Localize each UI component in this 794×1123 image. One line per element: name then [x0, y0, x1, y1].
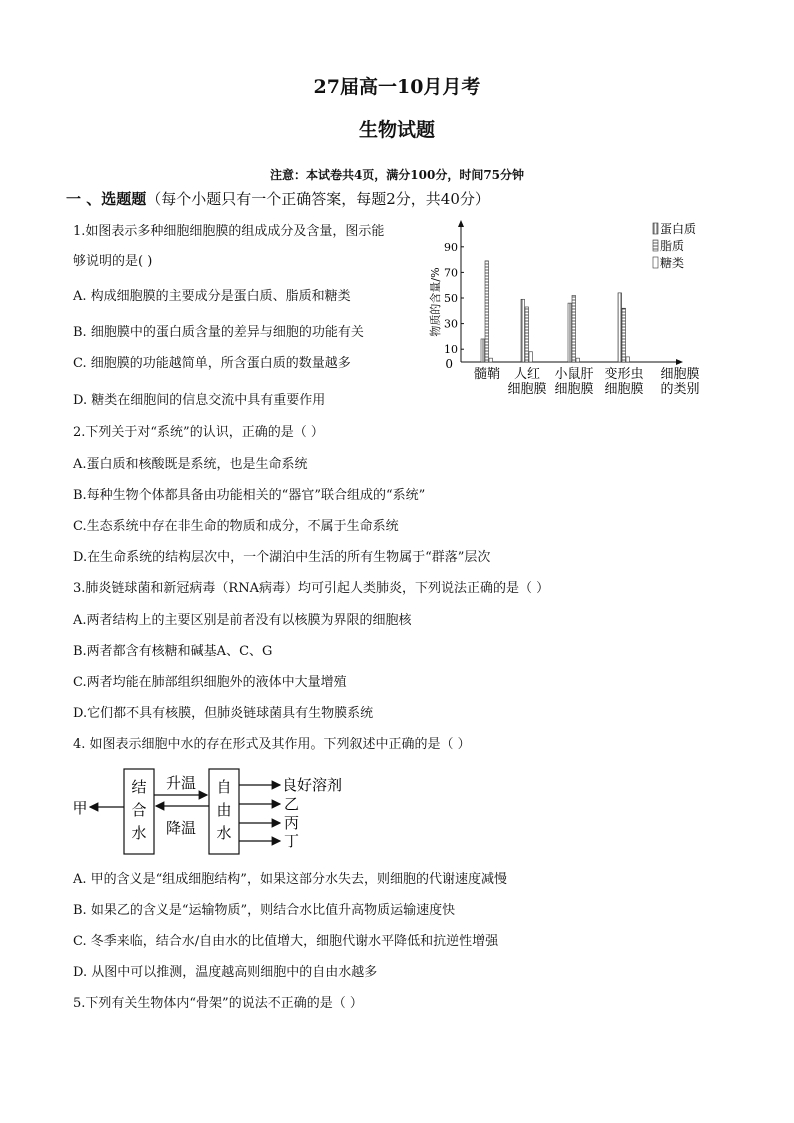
- x-tick-label: 细胞膜: [554, 382, 594, 397]
- x-tick-label: 细胞膜: [507, 382, 547, 397]
- origin-label: 0: [445, 357, 453, 371]
- bar-蛋白质-2: [568, 303, 572, 362]
- x-axis-label-line1: 细胞膜: [660, 367, 700, 382]
- bar-蛋白质-0: [481, 339, 485, 362]
- q3-option-c: C.两者均能在肺部组织细胞外的液体中大量增殖: [73, 675, 347, 690]
- section-heading: [66, 188, 490, 209]
- q5-stem: 5.下列有关生物体内“骨架”的说法不正确的是（ ）: [73, 996, 363, 1011]
- legend-label-1: 脂质: [660, 239, 685, 253]
- y-tick-label: 90: [444, 240, 458, 254]
- free-water-char1: 自: [216, 778, 232, 796]
- bar-糖类-0: [489, 358, 493, 362]
- bar-蛋白质-1: [521, 299, 525, 362]
- q1-option-b: B. 细胞膜中的蛋白质含量的差异与细胞的功能有关: [73, 325, 364, 340]
- bar-糖类-1: [529, 352, 533, 362]
- q3-stem: 3.肺炎链球菌和新冠病毒（RNA病毒）均可引起人类肺炎，下列说法正确的是（ ）: [73, 581, 550, 596]
- bar-脂质-2: [572, 295, 576, 362]
- bound-water-char3: 水: [131, 824, 147, 842]
- y-tick-label: 10: [444, 343, 458, 357]
- q2-option-a: A.蛋白质和核酸既是系统，也是生命系统: [73, 457, 308, 472]
- section-title: 一 、选题题: [66, 190, 147, 208]
- q3-option-b: B.两者都含有核糖和碱基A、C、G: [73, 644, 273, 659]
- bar-脂质-0: [485, 261, 489, 362]
- q1-option-c: C. 细胞膜的功能越简单，所含蛋白质的数量越多: [73, 356, 351, 371]
- x-tick-label: 小鼠肝: [554, 367, 594, 382]
- q4-option-d: D. 从图中可以推测，温度越高则细胞中的自由水越多: [73, 965, 378, 980]
- page-subtitle: 生物试题: [358, 119, 435, 141]
- q1-stem-line2: 够说明的是( ): [73, 254, 153, 269]
- q3-option-d: D.它们都不具有核膜，但肺炎链球菌具有生物膜系统: [73, 706, 374, 721]
- membrane-composition-chart: [425, 212, 715, 407]
- q2-stem: 2.下列关于对“系统”的认识，正确的是（ ）: [73, 425, 324, 440]
- x-axis-arrow: [676, 359, 683, 365]
- output-bing: 丙: [284, 814, 300, 832]
- x-tick-label: 人红: [513, 367, 541, 382]
- y-axis-arrow: [458, 220, 464, 227]
- cool-label: 降温: [165, 819, 197, 837]
- q2-option-c: C.生态系统中存在非生命的物质和成分，不属于生命系统: [73, 519, 399, 534]
- q4-stem: 4. 如图表示细胞中水的存在形式及其作用。下列叙述中正确的是（ ）: [73, 737, 471, 752]
- bar-糖类-3: [626, 357, 630, 362]
- page-title: 27届高一10月月考: [313, 76, 481, 98]
- bar-脂质-1: [525, 307, 529, 362]
- x-tick-label: 变形虫: [604, 367, 644, 382]
- x-tick-label: 髓鞘: [473, 367, 501, 382]
- q4-option-b: B. 如果乙的含义是“运输物质”，则结合水比值升高物质运输速度快: [73, 903, 456, 918]
- x-axis-label-line2: 的类别: [660, 382, 700, 397]
- q1-option-d: D. 糖类在细胞间的信息交流中具有重要作用: [73, 393, 326, 408]
- y-tick-label: 30: [444, 317, 458, 331]
- free-water-char2: 由: [216, 801, 232, 819]
- bar-蛋白质-3: [618, 293, 622, 362]
- bar-糖类-2: [576, 358, 580, 362]
- bound-water-char1: 结: [131, 778, 147, 796]
- q1-option-a: A. 构成细胞膜的主要成分是蛋白质、脂质和糖类: [73, 289, 351, 304]
- y-tick-label: 50: [444, 292, 458, 305]
- q4-option-a: A. 甲的含义是“组成细胞结构”，如果这部分水失去，则细胞的代谢速度减慢: [73, 872, 507, 887]
- y-axis-label: 物质的含量/%: [429, 267, 442, 337]
- q4-option-c: C. 冬季来临，结合水/自由水的比值增大，细胞代谢水平降低和抗逆性增强: [73, 934, 499, 949]
- legend-swatch-2: [653, 257, 658, 268]
- q2-option-d: D.在生命系统的结构层次中，一个湖泊中生活的所有生物属于“群落”层次: [73, 550, 491, 565]
- section-note: （每个小题只有一个正确答案，每题2分，共40分）: [146, 190, 490, 208]
- legend-swatch-1: [653, 240, 658, 251]
- exam-notice: 注意：本试卷共4页，满分100分，时间75分钟: [269, 168, 525, 182]
- legend-label-0: 蛋白质: [660, 222, 697, 236]
- bound-water-char2: 合: [131, 801, 147, 819]
- legend-swatch-0: [653, 223, 658, 234]
- q3-option-a: A.两者结构上的主要区别是前者没有以核膜为界限的细胞核: [73, 613, 412, 628]
- legend-label-2: 糖类: [660, 256, 685, 270]
- x-tick-label: 细胞膜: [604, 382, 644, 397]
- output-solvent: 良好溶剂: [282, 776, 343, 794]
- output-ding: 丁: [284, 832, 300, 850]
- water-forms-diagram: [70, 762, 360, 862]
- bar-脂质-3: [622, 308, 626, 362]
- heat-label: 升温: [165, 774, 197, 792]
- free-water-char3: 水: [216, 824, 232, 842]
- output-yi: 乙: [284, 795, 300, 813]
- y-tick-label: 70: [444, 266, 458, 280]
- q1-stem-line1: 1.如图表示多种细胞细胞膜的组成成分及含量，图示能: [73, 224, 385, 239]
- jia-label: 甲: [72, 799, 88, 817]
- q2-option-b: B.每种生物个体都具备由功能相关的“器官”联合组成的“系统”: [73, 488, 426, 503]
